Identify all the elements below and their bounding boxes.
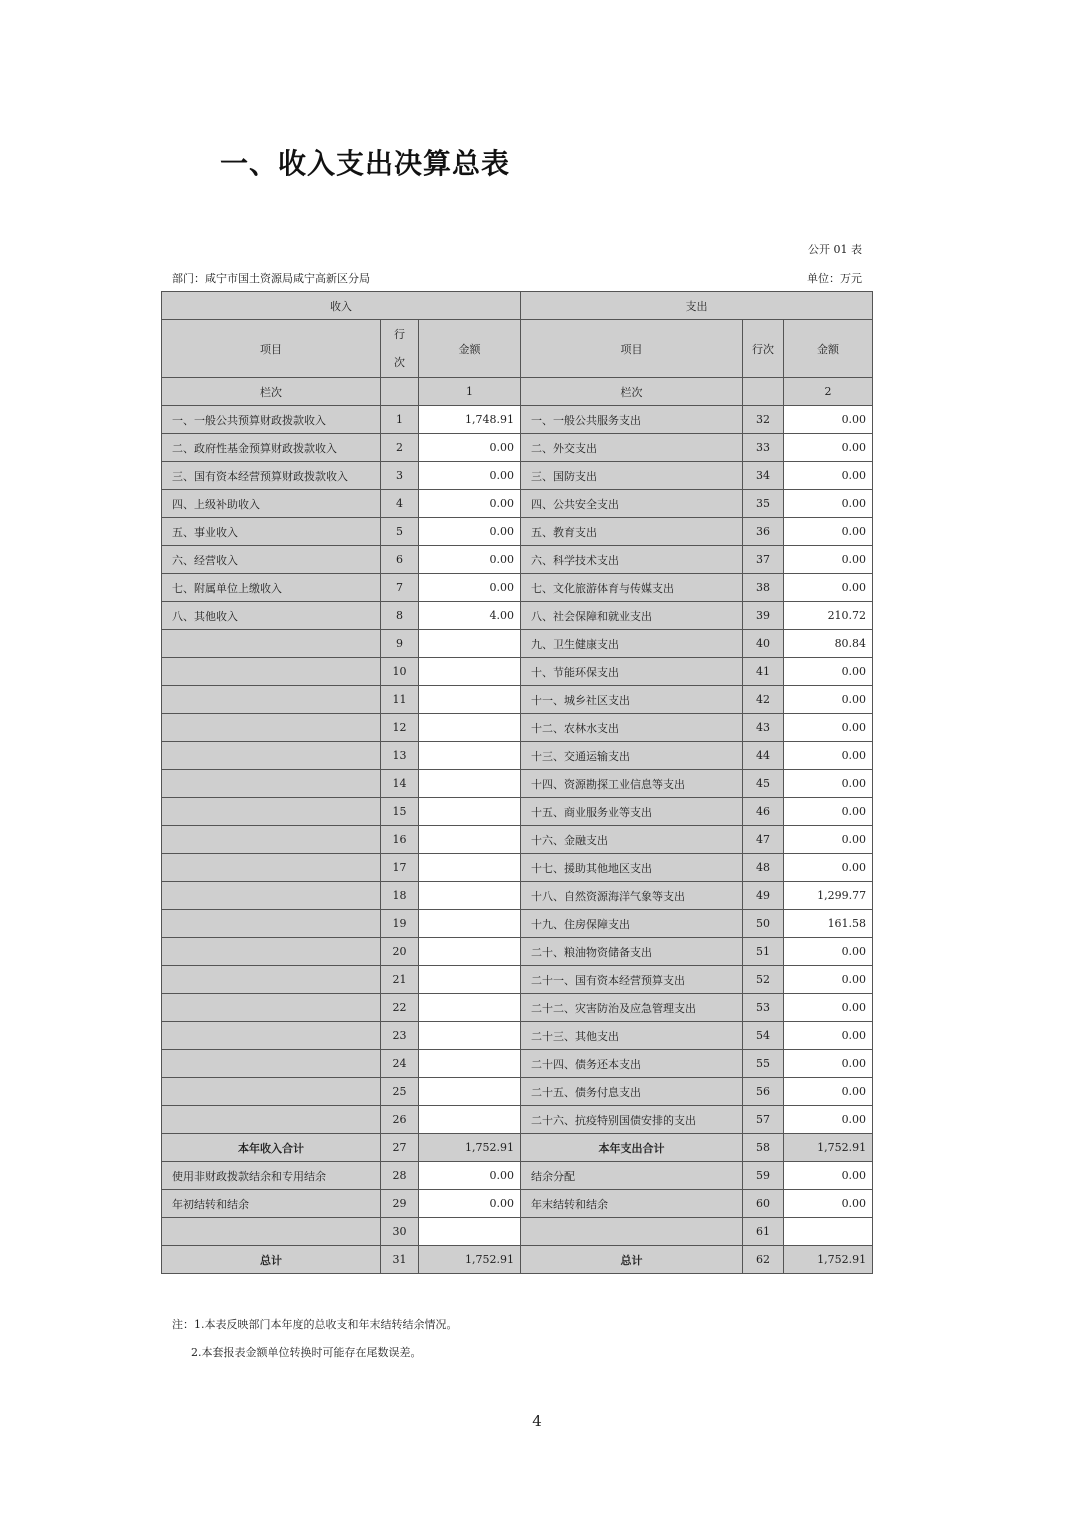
income-amount-cell: [419, 1050, 521, 1078]
table-header-row: [162, 292, 873, 320]
income-amount-cell: [419, 686, 521, 714]
income-item-cell: [162, 1050, 381, 1078]
table-row: [162, 1106, 873, 1134]
expense-column-number: 2: [784, 378, 873, 406]
income-amount-cell: 1,752.91: [419, 1134, 521, 1162]
expense-item-cell: 二十四、债务还本支出: [521, 1050, 743, 1078]
expense-amount-cell: 80.84: [784, 630, 873, 658]
table-row: [162, 1190, 873, 1218]
unit-label: 单位：万元: [807, 272, 862, 285]
department-label: 部门：咸宁市国土资源局咸宁高新区分局: [172, 272, 370, 285]
income-item-cell: [162, 994, 381, 1022]
income-item-cell: [162, 658, 381, 686]
expense-amount-cell: 0.00: [784, 1078, 873, 1106]
income-amount-cell: [419, 714, 521, 742]
expense-item-cell: 十二、农林水支出: [521, 714, 743, 742]
expense-rowno-cell: 34: [743, 462, 784, 490]
table-row: [162, 938, 873, 966]
income-amount-header: 金额: [419, 320, 521, 378]
expense-rowno-cell: 54: [743, 1022, 784, 1050]
income-item-cell: [162, 1022, 381, 1050]
table-row: [162, 770, 873, 798]
income-amount-cell: [419, 938, 521, 966]
income-rowno-cell: 18: [381, 882, 419, 910]
income-rowno-cell: 31: [381, 1246, 419, 1274]
table-row: [162, 1022, 873, 1050]
expense-item-cell: 十一、城乡社区支出: [521, 686, 743, 714]
expense-item-cell: 结余分配: [521, 1162, 743, 1190]
expense-amount-cell: 0.00: [784, 742, 873, 770]
income-item-cell: [162, 714, 381, 742]
expense-amount-cell: 0.00: [784, 1106, 873, 1134]
income-amount-cell: 0.00: [419, 574, 521, 602]
table-row: [162, 994, 873, 1022]
expense-amount-cell: 210.72: [784, 602, 873, 630]
table-row: [162, 1218, 873, 1246]
expense-item-cell: 年末结转和结余: [521, 1190, 743, 1218]
expense-rowno-cell: 43: [743, 714, 784, 742]
expense-rowno-cell: 40: [743, 630, 784, 658]
income-item-cell: [162, 798, 381, 826]
table-row: [162, 658, 873, 686]
expense-amount-cell: [784, 1218, 873, 1246]
expense-rowno-cell: 58: [743, 1134, 784, 1162]
expense-item-cell: 十三、交通运输支出: [521, 742, 743, 770]
expense-amount-cell: 1,299.77: [784, 882, 873, 910]
income-amount-cell: 0.00: [419, 490, 521, 518]
income-item-cell: 八、其他收入: [162, 602, 381, 630]
income-column-label: 栏次: [162, 378, 381, 406]
income-amount-cell: 0.00: [419, 518, 521, 546]
table-row: [162, 910, 873, 938]
income-rowno-cell: 21: [381, 966, 419, 994]
table-row: [162, 742, 873, 770]
income-amount-cell: [419, 1022, 521, 1050]
income-rowno-cell: 6: [381, 546, 419, 574]
income-amount-cell: 0.00: [419, 1190, 521, 1218]
expense-rowno-cell: 39: [743, 602, 784, 630]
page-title: 一、收入支出决算总表: [220, 147, 511, 180]
expense-rowno-cell: 42: [743, 686, 784, 714]
income-item-cell: 年初结转和结余: [162, 1190, 381, 1218]
table-row: [162, 1162, 873, 1190]
expense-amount-cell: 0.00: [784, 658, 873, 686]
income-amount-cell: [419, 826, 521, 854]
table-row: [162, 490, 873, 518]
income-rowno-cell: 19: [381, 910, 419, 938]
income-amount-cell: [419, 630, 521, 658]
expense-amount-cell: 0.00: [784, 854, 873, 882]
income-rowno-cell: 5: [381, 518, 419, 546]
table-row: [162, 854, 873, 882]
expense-amount-cell: 0.00: [784, 826, 873, 854]
rowno-top: 行: [394, 327, 405, 341]
table-row: [162, 546, 873, 574]
table-row: [162, 826, 873, 854]
income-item-cell: [162, 882, 381, 910]
expense-amount-cell: 161.58: [784, 910, 873, 938]
income-rowno-cell: 24: [381, 1050, 419, 1078]
expense-rowno-cell: 46: [743, 798, 784, 826]
expense-amount-cell: 0.00: [784, 1190, 873, 1218]
expense-amount-cell: 0.00: [784, 490, 873, 518]
income-item-cell: [162, 938, 381, 966]
income-item-cell: [162, 742, 381, 770]
income-rowno-cell: 15: [381, 798, 419, 826]
income-amount-cell: [419, 1218, 521, 1246]
income-amount-cell: [419, 658, 521, 686]
income-rowno-cell: 23: [381, 1022, 419, 1050]
page-number: 4: [532, 1412, 542, 1430]
income-rowno-cell: 14: [381, 770, 419, 798]
expense-item-cell: 十八、自然资源海洋气象等支出: [521, 882, 743, 910]
income-rowno-cell: 22: [381, 994, 419, 1022]
income-item-header: 项目: [162, 320, 381, 378]
income-rowno-cell: 26: [381, 1106, 419, 1134]
table-row: [162, 630, 873, 658]
income-rowno-cell: 30: [381, 1218, 419, 1246]
expense-item-cell: 三、国防支出: [521, 462, 743, 490]
income-amount-cell: [419, 854, 521, 882]
expense-amount-header: 金额: [784, 320, 873, 378]
income-rowno-cell: 4: [381, 490, 419, 518]
income-amount-cell: [419, 742, 521, 770]
expense-rowno-cell: 56: [743, 1078, 784, 1106]
table-row: [162, 574, 873, 602]
note-1: 注：1.本表反映部门本年度的总收支和年末结转结余情况。: [172, 1318, 458, 1331]
income-item-cell: [162, 770, 381, 798]
income-item-cell: [162, 630, 381, 658]
income-rowno-header: [381, 320, 419, 378]
table-row: [162, 602, 873, 630]
budget-table: [161, 291, 873, 1274]
income-item-cell: 一、一般公共预算财政拨款收入: [162, 406, 381, 434]
income-amount-cell: 0.00: [419, 434, 521, 462]
expense-rowno-cell: 51: [743, 938, 784, 966]
expense-item-cell: 二十六、抗疫特别国债安排的支出: [521, 1106, 743, 1134]
expense-item-cell: 十四、资源勘探工业信息等支出: [521, 770, 743, 798]
expense-rowno-cell: 35: [743, 490, 784, 518]
expense-item-cell: 八、社会保障和就业支出: [521, 602, 743, 630]
expense-rowno-cell: 62: [743, 1246, 784, 1274]
income-rowno-cell: 17: [381, 854, 419, 882]
table-row: [162, 1078, 873, 1106]
income-rowno-cell: 3: [381, 462, 419, 490]
expense-header: 支出: [521, 292, 873, 320]
income-rowno-cell: 25: [381, 1078, 419, 1106]
expense-amount-cell: 0.00: [784, 434, 873, 462]
income-rowno-cell: 11: [381, 686, 419, 714]
table-row: [162, 462, 873, 490]
expense-item-cell: 二十一、国有资本经营预算支出: [521, 966, 743, 994]
table-row: [162, 686, 873, 714]
expense-item-cell: 十九、住房保障支出: [521, 910, 743, 938]
income-rowno-cell: 9: [381, 630, 419, 658]
income-rowno-cell: 20: [381, 938, 419, 966]
expense-item-cell: 四、公共安全支出: [521, 490, 743, 518]
expense-rowno-header: 行次: [743, 320, 784, 378]
rowno-bottom: 次: [394, 355, 405, 369]
income-rowno-cell: 27: [381, 1134, 419, 1162]
table-row: [162, 1050, 873, 1078]
income-item-cell: 总计: [162, 1246, 381, 1274]
expense-amount-cell: 0.00: [784, 686, 873, 714]
expense-amount-cell: 0.00: [784, 406, 873, 434]
expense-amount-cell: 0.00: [784, 798, 873, 826]
expense-rowno-cell: 36: [743, 518, 784, 546]
expense-item-cell: [521, 1218, 743, 1246]
expense-rowno-cell: 48: [743, 854, 784, 882]
income-item-cell: [162, 966, 381, 994]
expense-item-cell: 本年支出合计: [521, 1134, 743, 1162]
income-amount-cell: [419, 798, 521, 826]
table-row: [162, 798, 873, 826]
income-column-blank: [381, 378, 419, 406]
income-rowno-cell: 8: [381, 602, 419, 630]
table-row: [162, 966, 873, 994]
expense-rowno-cell: 49: [743, 882, 784, 910]
note-2: 2.本套报表金额单位转换时可能存在尾数误差。: [191, 1346, 422, 1359]
income-rowno-cell: 2: [381, 434, 419, 462]
income-item-cell: [162, 686, 381, 714]
income-header: 收入: [162, 292, 521, 320]
expense-rowno-cell: 59: [743, 1162, 784, 1190]
table-row: [162, 518, 873, 546]
expense-rowno-cell: 50: [743, 910, 784, 938]
expense-item-header: 项目: [521, 320, 743, 378]
form-code: 公开 01 表: [808, 243, 862, 256]
income-item-cell: [162, 826, 381, 854]
expense-amount-cell: 1,752.91: [784, 1246, 873, 1274]
expense-amount-cell: 1,752.91: [784, 1134, 873, 1162]
income-amount-cell: 1,752.91: [419, 1246, 521, 1274]
expense-item-cell: 十、节能环保支出: [521, 658, 743, 686]
expense-item-cell: 七、文化旅游体育与传媒支出: [521, 574, 743, 602]
expense-rowno-cell: 47: [743, 826, 784, 854]
expense-amount-cell: 0.00: [784, 938, 873, 966]
expense-item-cell: 一、一般公共服务支出: [521, 406, 743, 434]
income-amount-cell: 0.00: [419, 1162, 521, 1190]
table-row: [162, 1246, 873, 1274]
expense-rowno-cell: 60: [743, 1190, 784, 1218]
income-item-cell: [162, 1218, 381, 1246]
expense-item-cell: 九、卫生健康支出: [521, 630, 743, 658]
expense-item-cell: 十六、金融支出: [521, 826, 743, 854]
column-label-row: [162, 378, 873, 406]
income-rowno-cell: 10: [381, 658, 419, 686]
table-row: [162, 882, 873, 910]
expense-rowno-cell: 61: [743, 1218, 784, 1246]
income-amount-cell: [419, 882, 521, 910]
expense-amount-cell: 0.00: [784, 518, 873, 546]
expense-item-cell: 十七、援助其他地区支出: [521, 854, 743, 882]
table-subheader-row: [162, 320, 873, 378]
income-item-cell: 五、事业收入: [162, 518, 381, 546]
income-amount-cell: 0.00: [419, 546, 521, 574]
income-amount-cell: [419, 1106, 521, 1134]
income-rowno-cell: 16: [381, 826, 419, 854]
income-rowno-cell: 28: [381, 1162, 419, 1190]
income-item-cell: 二、政府性基金预算财政拨款收入: [162, 434, 381, 462]
expense-item-cell: 六、科学技术支出: [521, 546, 743, 574]
income-item-cell: 四、上级补助收入: [162, 490, 381, 518]
income-amount-cell: [419, 994, 521, 1022]
expense-item-cell: 五、教育支出: [521, 518, 743, 546]
income-amount-cell: 1,748.91: [419, 406, 521, 434]
expense-rowno-cell: 55: [743, 1050, 784, 1078]
expense-item-cell: 十五、商业服务业等支出: [521, 798, 743, 826]
expense-amount-cell: 0.00: [784, 1050, 873, 1078]
expense-rowno-cell: 44: [743, 742, 784, 770]
table-row: [162, 1134, 873, 1162]
income-rowno-cell: 13: [381, 742, 419, 770]
expense-item-cell: 二十、粮油物资储备支出: [521, 938, 743, 966]
income-item-cell: [162, 910, 381, 938]
expense-amount-cell: 0.00: [784, 770, 873, 798]
expense-rowno-cell: 45: [743, 770, 784, 798]
income-amount-cell: [419, 910, 521, 938]
income-rowno-cell: 12: [381, 714, 419, 742]
income-rowno-cell: 7: [381, 574, 419, 602]
expense-rowno-cell: 57: [743, 1106, 784, 1134]
expense-rowno-cell: 52: [743, 966, 784, 994]
income-amount-cell: [419, 1078, 521, 1106]
income-item-cell: 本年收入合计: [162, 1134, 381, 1162]
income-item-cell: [162, 1106, 381, 1134]
expense-rowno-cell: 37: [743, 546, 784, 574]
expense-rowno-cell: 41: [743, 658, 784, 686]
expense-rowno-cell: 53: [743, 994, 784, 1022]
income-amount-cell: 0.00: [419, 462, 521, 490]
expense-item-cell: 二十五、债务付息支出: [521, 1078, 743, 1106]
expense-column-label: 栏次: [521, 378, 743, 406]
expense-column-blank: [743, 378, 784, 406]
expense-amount-cell: 0.00: [784, 994, 873, 1022]
table-row: [162, 406, 873, 434]
income-rowno-cell: 1: [381, 406, 419, 434]
expense-item-cell: 二、外交支出: [521, 434, 743, 462]
income-amount-cell: [419, 966, 521, 994]
table-row: [162, 434, 873, 462]
expense-amount-cell: 0.00: [784, 714, 873, 742]
income-item-cell: 六、经营收入: [162, 546, 381, 574]
expense-amount-cell: 0.00: [784, 574, 873, 602]
expense-amount-cell: 0.00: [784, 1162, 873, 1190]
income-amount-cell: 4.00: [419, 602, 521, 630]
income-item-cell: [162, 1078, 381, 1106]
table-row: [162, 714, 873, 742]
expense-rowno-cell: 38: [743, 574, 784, 602]
expense-item-cell: 总计: [521, 1246, 743, 1274]
income-item-cell: [162, 854, 381, 882]
income-item-cell: 使用非财政拨款结余和专用结余: [162, 1162, 381, 1190]
expense-amount-cell: 0.00: [784, 1022, 873, 1050]
income-rowno-cell: 29: [381, 1190, 419, 1218]
income-item-cell: 三、国有资本经营预算财政拨款收入: [162, 462, 381, 490]
expense-item-cell: 二十三、其他支出: [521, 1022, 743, 1050]
expense-rowno-cell: 32: [743, 406, 784, 434]
expense-amount-cell: 0.00: [784, 546, 873, 574]
income-amount-cell: [419, 770, 521, 798]
income-item-cell: 七、附属单位上缴收入: [162, 574, 381, 602]
expense-rowno-cell: 33: [743, 434, 784, 462]
expense-item-cell: 二十二、灾害防治及应急管理支出: [521, 994, 743, 1022]
expense-amount-cell: 0.00: [784, 462, 873, 490]
expense-amount-cell: 0.00: [784, 966, 873, 994]
income-column-number: 1: [419, 378, 521, 406]
